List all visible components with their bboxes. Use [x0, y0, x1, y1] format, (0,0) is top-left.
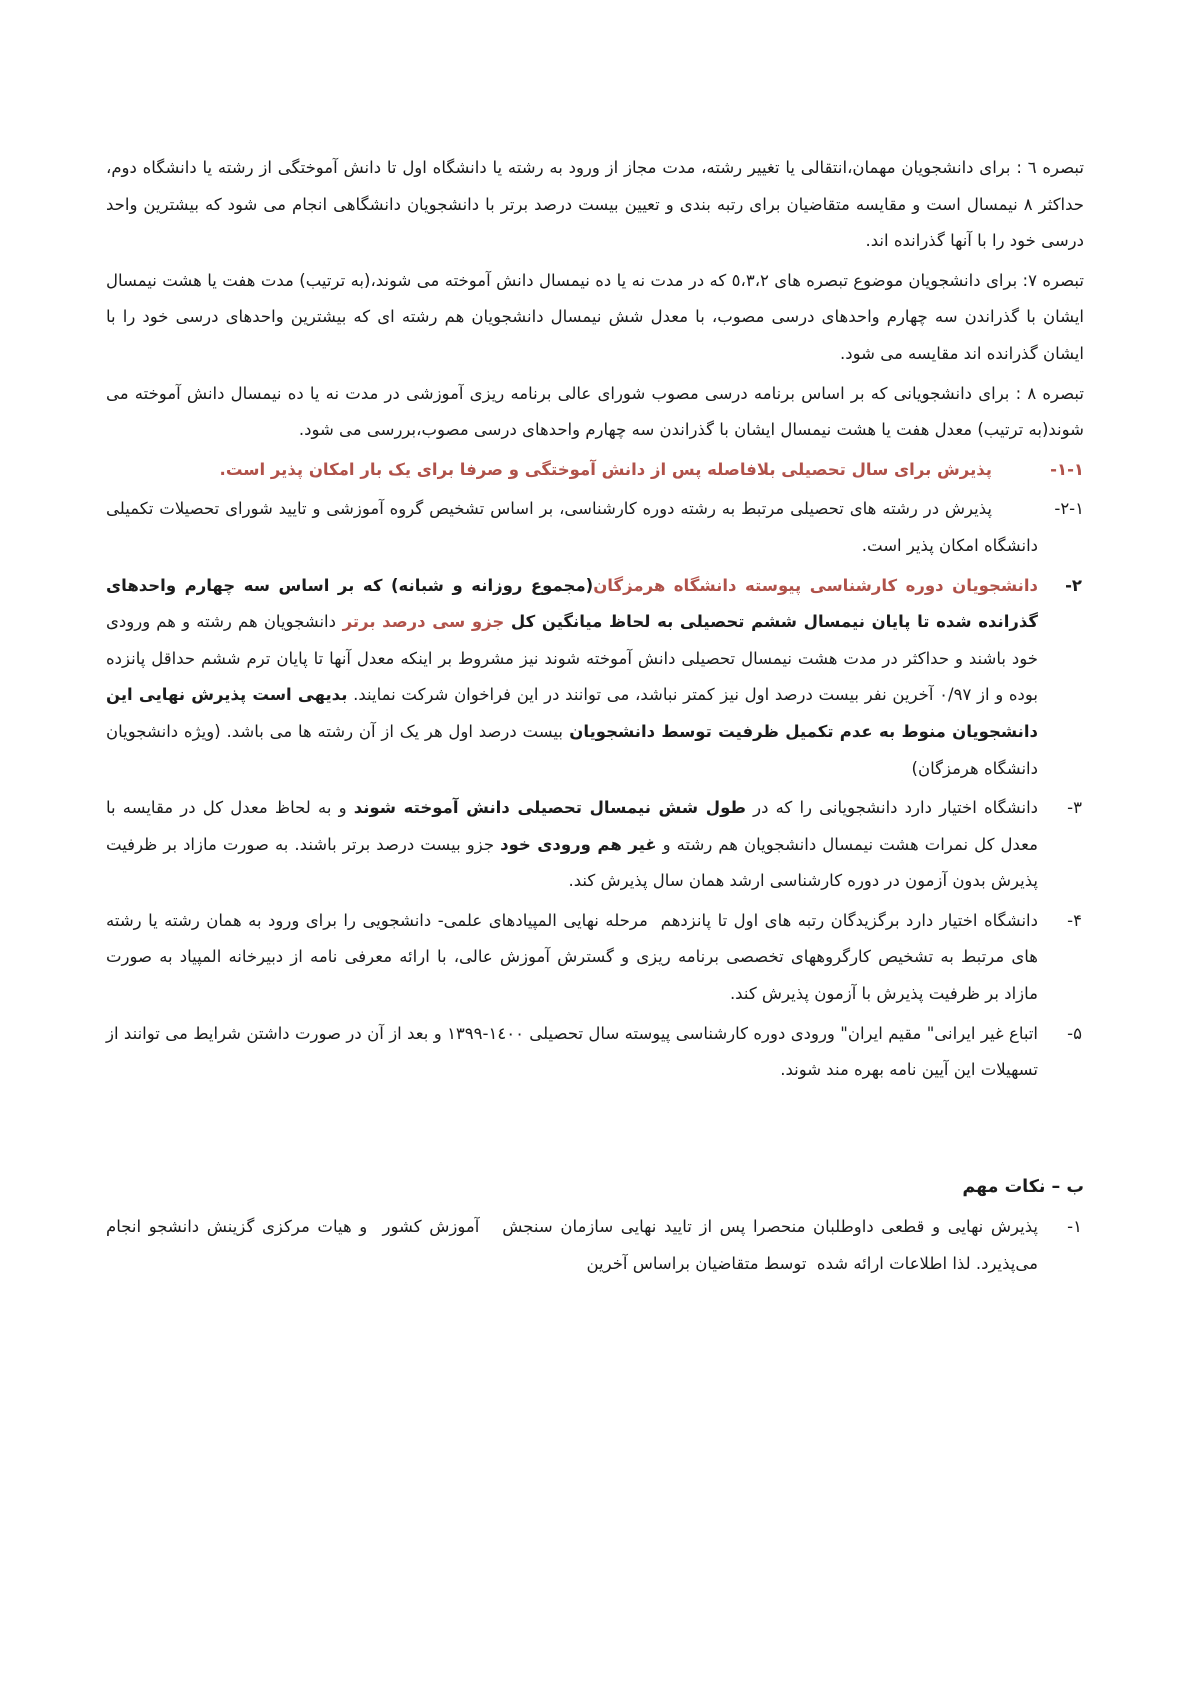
item-3-bold-six-semesters: طول شش نیمسال تحصیلی دانش آموخته شوند: [353, 798, 746, 818]
section-b-heading: ب – نکات مهم: [962, 1176, 1084, 1197]
note-tabsere-7-text: تبصره ٧: برای دانشجویان موضوع تبصره های ٥،٣،٢ که در مدت نه یا ده نیمسال دانش آموخته می شوند،(به ترتیب) مدت هفت یا هشت نیمسال ایشان با گذراندن سه چهارم واحدهای درسی مصوب، با معدل شش نیمسال دانشجویان هم رشته ای که بیشترین واحدهای درسی خود را با ایشان گذرانده اند مقایسه می شود.: [100, 270, 1084, 363]
item-5-text: اتباع غیر ایرانی" مقیم ایران" ورودی دوره کارشناسی پیوسته سال تحصیلی ١٤٠٠-١٣٩٩ و بعد از آن در صورت داشتن شرایط می توانند از تسهیلات این آیین نامه بهره مند شوند.: [100, 1023, 1039, 1080]
section-b-item-1-text: پذیرش نهایی و قطعی داوطلبان منحصرا پس از تایید نهایی سازمان سنجش آموزش کشور و هیات مرکزی گزینش دانشجو انجام می‌پذیرد. لذا اطلاعات ارائه شده توسط متقاضیان براساس آخرین: [100, 1217, 1038, 1274]
list-item-2-1: [100, 491, 1084, 564]
section-b-item-1-paragraph: [100, 1209, 1038, 1282]
note-tabsere-8-text: تبصره ٨ : برای دانشجویانی که بر اساس برنامه درسی مصوب شورای عالی برنامه ریزی آموزشی در مدت نه یا ده نیمسال دانش آموخته می شوند(به ترتیب) معدل هفت یا هشت نیمسال ایشان با گذراندن سه چهارم واحدهای درسی مصوب،بررسی می شود.: [100, 383, 1084, 440]
item-marker-4: ۴-: [1067, 910, 1082, 930]
list-item-5: [100, 1016, 1084, 1089]
item-2-body-text: دانشجویان هم رشته و هم ورودی خود باشند و حداکثر در مدت هشت نیمسال تحصیلی دانش آموخته شوند نیز مشروط بر اینکه معدل آنها تا پایان ترم ششم حداقل پانزده بوده و از ٠/٩٧ آخرین نفر بیست درصد اول نیز کمتر نباشد، می توانند در این فراخوان شرکت نمایند.: [100, 612, 1038, 705]
item-2-1-paragraph: [100, 491, 1038, 564]
clause-list: [100, 452, 1084, 1089]
item-3-text-b: و به لحاظ معدل کل در مقایسه با معدل کل نمرات هشت نیمسال دانشجویان هم رشته و: [100, 798, 1038, 854]
item-5-paragraph: [100, 1016, 1039, 1089]
item-marker-5: ۵-: [1067, 1023, 1082, 1043]
item-4-paragraph: [100, 903, 1038, 1013]
list-item-1-1: [106, 452, 1084, 489]
item-2-bold-run: (مجموع روزانه و شبانه) که بر اساس سه چهارم واحدهای گذرانده شده تا پایان نیمسال ششم تحصیلی به لحاظ میانگین کل: [100, 575, 1039, 632]
item-2-bold-capacity: بدیهی است پذیرش نهایی این دانشجویان منوط به عدم تکمیل ظرفیت توسط دانشجویان: [100, 685, 1038, 741]
item-2-highlight-top30: جزو سی درصد برتر: [335, 612, 505, 632]
note-tabsere-8: [100, 376, 1084, 449]
section-b-item-1-marker: ۱-: [1067, 1217, 1082, 1237]
item-3-bold-cohort: غیر هم ورودی خود: [500, 834, 657, 854]
item-3-text-a: دانشگاه اختیار دارد دانشجویانی را که در: [745, 798, 1038, 818]
note-tabsere-7: [100, 263, 1084, 373]
item-4-text: دانشگاه اختیار دارد برگزیدگان رتبه های اول تا پانزدهم مرحله نهایی المپیادهای علمی- دانشجویی را برای ورود به همان رشته یا رشته های مرتبط به تشخیص کارگروههای تخصصی برنامه ریزی و گسترش آموزش عالی، با ارائه معرفی نامه از دبیرخانه المپیاد به صورت مازاد بر ظرفیت پذیرش با آزمون پذیرش کند.: [100, 910, 1038, 1004]
section-b-list: [100, 1209, 1084, 1282]
item-marker-1-1: ۱-۱-: [1050, 459, 1084, 479]
list-item-2: [100, 568, 1084, 788]
item-2-highlight-hormozgan: دانشجویان دوره کارشناسی پیوسته دانشگاه هرمزگان: [593, 575, 1038, 595]
item-marker-2-1: ۲-۱-: [1054, 499, 1084, 519]
item-2-tail-text: بیست درصد اول هر یک از آن رشته ها می باشد. (ویژه دانشجویان دانشگاه هرمزگان): [100, 721, 1038, 778]
item-2-paragraph: [100, 568, 1039, 788]
item-marker-3: ۳-: [1067, 798, 1082, 818]
item-1-1-text: پذیرش برای سال تحصیلی بلافاصله پس از دانش آموختگی و صرفا برای یک بار امکان پذیر است.: [219, 459, 992, 479]
note-tabsere-6: [100, 150, 1085, 260]
section-b-item-1: [100, 1209, 1084, 1282]
item-1-1-paragraph: [106, 452, 1038, 489]
list-item-4: [100, 903, 1084, 1013]
item-2-1-text: پذیرش در رشته های تحصیلی مرتبط به رشته دوره کارشناسی، بر اساس تشخیص گروه آموزشی و تایید شورای تحصیلات تکمیلی دانشگاه امکان پذیر است.: [100, 499, 1038, 555]
note-tabsere-6-text: تبصره ٦ : برای دانشجویان مهمان،انتقالی یا تغییر رشته، مدت مجاز از ورود به رشته یا دانشگاه اول تا دانش آموختگی از رشته یا دانشگاه دوم، حداکثر ٨ نیمسال است و مقایسه متقاضیان برای رتبه بندی و تعیین بیست درصد برتر با دانشجویان دانشگاهی انجام می شود که بیشترین واحد درسی خود را با آنها گذرانده اند.: [100, 158, 1085, 251]
list-item-3: [100, 790, 1084, 900]
item-3-text-c: جزو بیست درصد برتر باشند. به صورت مازاد بر ظرفیت پذیرش بدون آزمون در دوره کارشناسی ارشد همان سال پذیرش کند.: [100, 834, 1038, 891]
item-3-paragraph: [100, 790, 1038, 900]
item-marker-2: ۲-: [1065, 575, 1082, 595]
